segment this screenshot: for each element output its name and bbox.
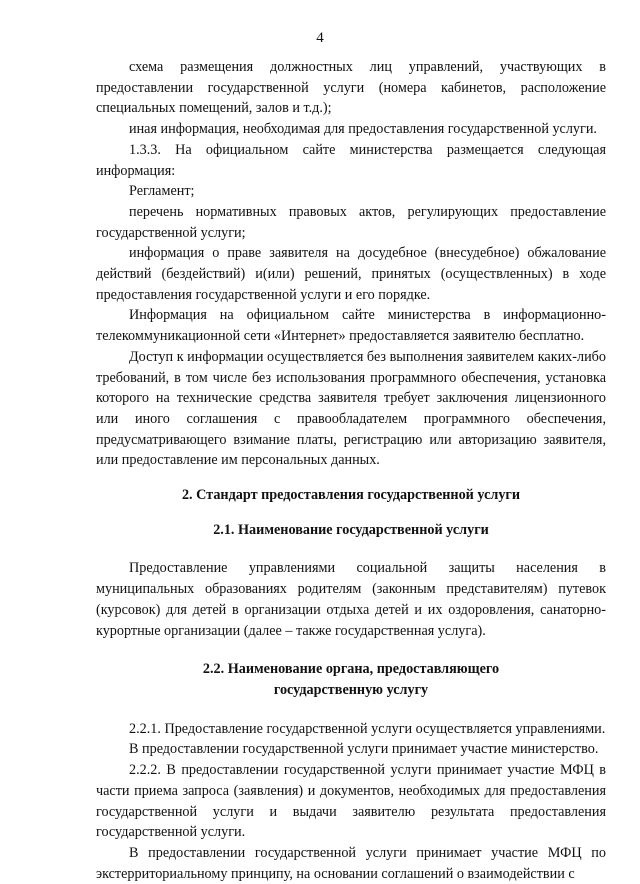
section-2-2-heading-line1: 2.2. Наименование органа, предоставляющего xyxy=(202,661,500,678)
section-2-heading: 2. Стандарт предоставления государственной услуги xyxy=(181,487,521,504)
paragraph: В предоставлении государственной услуги принимает участие министерство. xyxy=(129,741,599,758)
paragraph: иная информация, необходимая для предоставления государственной услуги. xyxy=(129,121,597,138)
paragraph: Информация на официальном сайте министерства в информационно-телекоммуникационной сети «Интернет» предоставляется заявителю бесплатно. xyxy=(96,307,606,345)
paragraph: Регламент; xyxy=(129,183,195,200)
paragraph: Доступ к информации осуществляется без выполнения заявителем каких-либо требований, в том числе без использования программного обеспечения, установка которого на технические средства заявителя требует заключения лицензионного или иного соглашения с правообладателем программного обеспечения, предусматривающего взимание платы, регистрацию или авторизацию заявителя, или предоставление им персональных данных. xyxy=(96,348,606,469)
section-2-2-heading-line2: государственную услугу xyxy=(273,681,429,698)
document-body xyxy=(96,57,606,884)
paragraph: 1.3.3. На официальном сайте министерства размещается следующая информация: xyxy=(96,141,606,179)
paragraph: Предоставление управлениями социальной защиты населения в муниципальных образованиях родителям (законным представителям) путевок (курсовок) для детей в организации отдыха детей и их оздоровления, санаторно-курортные организации (далее – также государственная услуга). xyxy=(96,560,606,639)
paragraph: 2.2.2. В предоставлении государственной услуги принимает участие МФЦ в части приема запроса (заявления) и документов, необходимых для предоставления государственной услуги и выдачи заявителю результата предоставления государственной услуги. xyxy=(96,762,606,841)
section-2-1-heading: 2.1. Наименование государственной услуги xyxy=(213,521,489,538)
paragraph: В предоставлении государственной услуги принимает участие МФЦ по экстерриториальному принципу, на основании соглашений о взаимодействии с xyxy=(96,844,606,882)
paragraph: информация о праве заявителя на досудебное (внесудебное) обжалование действий (бездействий) и(или) решений, принятых (осуществленных) в ходе предоставления государственной услуги и его порядке. xyxy=(96,245,606,303)
paragraph: перечень нормативных правовых актов, регулирующих предоставление государственной услуги; xyxy=(96,203,606,241)
paragraph: схема размещения должностных лиц управлений, участвующих в предоставлении государственной услуги (номера кабинетов, расположение специальных помещений, залов и т.д.); xyxy=(96,59,606,117)
page-number: 4 xyxy=(316,30,324,46)
paragraph: 2.2.1. Предоставление государственной услуги осуществляется управлениями. xyxy=(129,720,606,737)
